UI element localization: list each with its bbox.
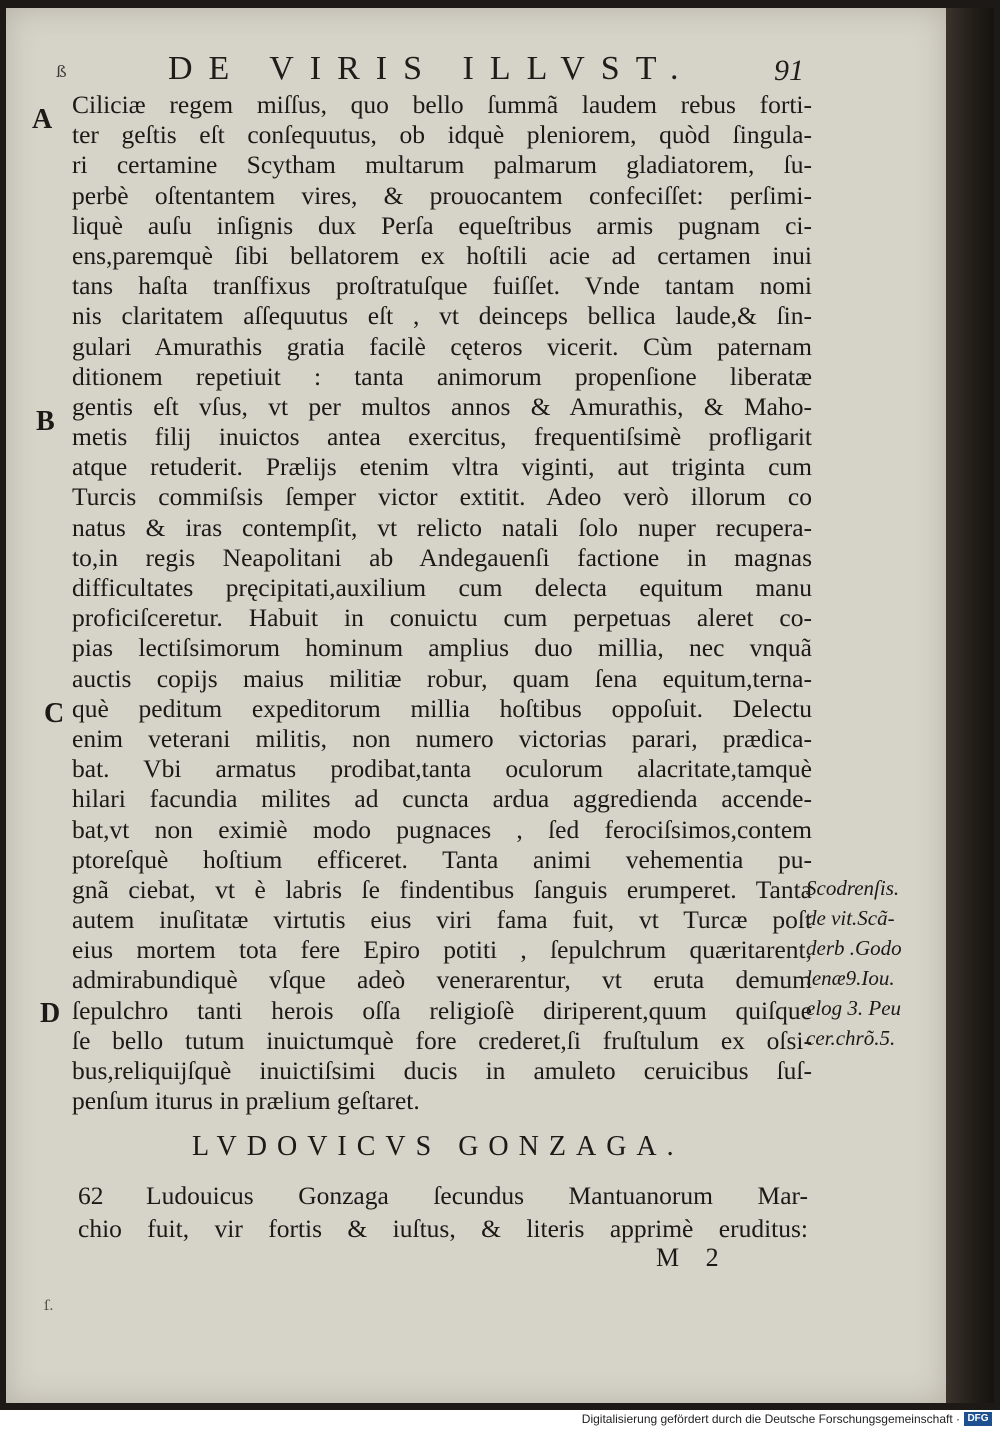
margin-note: cer.chrõ.5. (806, 1026, 896, 1050)
text-line: to,in regis Neapolitani ab Andegauenſi factione in magnas (72, 542, 812, 572)
text-line: penſum iturus in prælium geſtaret. (72, 1086, 420, 1116)
margin-note: derb .Godo (806, 936, 902, 960)
page-smudge: ſ. (44, 1298, 54, 1314)
header-mark: ß (56, 62, 67, 81)
book-edge (946, 8, 994, 1403)
text-line: ſe bello tutum inuictumquè fore crederet,ſi fruſtulum ex oſsi- (72, 1025, 812, 1055)
text-line: difficultates pręcipitati,auxilium cum delecta equitum manu (72, 573, 812, 602)
signature-mark: M 2 (656, 1243, 729, 1272)
text-line: liquè auſu inſignis dux Perſa equeſtribus armis pugnam ci- (72, 210, 812, 240)
section-letter-c: C (44, 698, 65, 729)
text-line: gnã ciebat, vt è labris ſe findentibus ſanguis erumperet. Tanta (72, 874, 812, 904)
margin-note: Scodrenſis. (806, 876, 900, 900)
text-line: ſepulchro tanti herois oſſa religioſè diriperent,quum quiſque (72, 995, 812, 1025)
margin-note: de vit.Scã- (806, 906, 895, 930)
text-line (78, 1179, 808, 1212)
body-text (72, 90, 812, 1116)
footer-bar (0, 1410, 1000, 1429)
text-line: gentis eſt vſus, vt per multos annos & Amurathis, & Maho- (72, 391, 812, 421)
text-line: hilari facundia milites ad cuncta ardua aggredienda accende- (72, 784, 812, 814)
text-line: bat,vt non eximiè modo pugnaces , ſed ferociſsimos,contem (72, 814, 812, 844)
text-line: perbè oſtentantem vires, & prouocantem confeciſſet: perſimi- (72, 180, 812, 210)
text-line: Ciliciæ regem miſſus, quo bello ſummã laudem rebus forti- (72, 90, 812, 119)
text-line: natus & iras contempſit, vt relicto natali ſolo nuper recupera- (72, 512, 812, 542)
text-line: què peditum expeditorum millia hoſtibus oppoſuit. Delectu (72, 693, 812, 723)
book-page (6, 8, 946, 1403)
paragraph-gonzaga (78, 1179, 808, 1245)
text-line: eius mortem tota fere Epiro potiti , ſepulchrum quæritarent, (72, 935, 812, 965)
page-number: 91 (774, 54, 804, 87)
text-line: ens,paremquè ſibi bellatorem ex hoſtili acie ad certamen inui (72, 240, 812, 270)
text-line: bat. Vbi armatus prodibat,tanta oculorum alacritate,tamquè (72, 754, 812, 784)
text-line-content: Ludouicus Gonzaga ſecundus Mantuanorum Mar- (146, 1181, 808, 1210)
text-line: chio fuit, vir fortis & iuſtus, & literis apprimè eruditus: (78, 1214, 808, 1243)
text-line: ter geſtis eſt conſequutus, ob idquè pleniorem, quòd ſingula- (72, 120, 812, 150)
text-line: admirabundiquè vſque adeò venerarentur, vt eruta demum (72, 965, 812, 995)
margin-note: lenæ9.Iou. (806, 966, 895, 990)
text-line: Turcis commiſsis ſemper victor extitit. Adeo verò illorum co (72, 482, 812, 512)
section-letter-d: D (40, 998, 61, 1029)
text-line: ditionem repetiuit : tanta animorum propenſione liberatæ (72, 361, 812, 391)
text-line: atque retuderit. Prælijs etenim vltra viginti, aut triginta cum (72, 452, 812, 482)
dfg-logo: DFG (964, 1412, 992, 1426)
paragraph-number: 62 (78, 1181, 104, 1210)
footer-credit: Digitalisierung gefördert durch die Deutsche Forschungsgemeinschaft · (581, 1412, 960, 1426)
section-letter-a: A (32, 104, 53, 135)
text-line: auctis copijs maius militiæ robur, quam ſena equitum,terna- (72, 663, 812, 693)
marginal-notes (806, 873, 936, 1053)
header-title: DE VIRIS ILLVST. (168, 50, 695, 87)
text-line: tans haſta tranſfixus proſtratuſque fuiſſet. Vnde tantam nomi (72, 271, 812, 301)
text-line: proficiſceretur. Habuit in conuictu cum perpetuas aleret co- (72, 603, 812, 633)
text-line: enim veterani militis, non numero victorias parari, prædica- (72, 723, 812, 753)
text-line: nis claritatem aſſequutus eſt , vt deinceps bellica laude,& ſin- (72, 301, 812, 331)
text-line: ptoreſquè hoſtium efficeret. Tanta animi vehementia pu- (72, 844, 812, 874)
text-line: autem inuſitatæ virtutis eius viri fama fuit, vt Turcæ poſt (72, 905, 812, 935)
text-line: gulari Amurathis gratia facilè cęteros vicerit. Cùm paternam (72, 331, 812, 361)
margin-note: elog 3. Peu (806, 996, 902, 1020)
text-line: metis filij inuictos antea exercitus, frequentiſsimè profligarit (72, 422, 812, 452)
text-line: bus,reliquijſquè inuictiſsimi ducis in amuleto ceruicibus ſuſ- (72, 1056, 812, 1085)
text-line: ri certamine Scytham multarum palmarum gladiatorem, ſu- (72, 150, 812, 180)
text-line: pias lectiſsimorum hominum amplius duo millia, nec vnquã (72, 633, 812, 663)
section-letter-b: B (36, 406, 55, 437)
section-heading: LVDOVICVS GONZAGA. (192, 1131, 684, 1162)
